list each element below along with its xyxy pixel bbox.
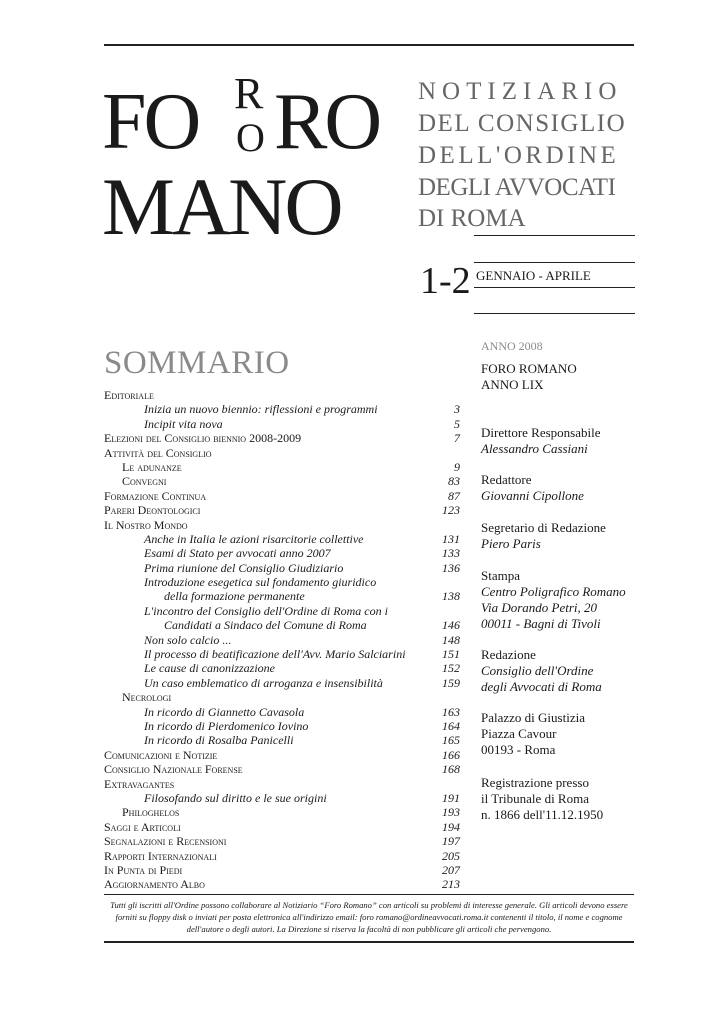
toc-entry bbox=[104, 834, 460, 848]
issue-period: GENNAIO - APRILE bbox=[476, 268, 591, 283]
issue-rule-4 bbox=[474, 313, 635, 314]
toc-entry-title: Pareri Deontologici bbox=[104, 503, 201, 518]
table-of-contents bbox=[104, 388, 460, 892]
colophon-direttore bbox=[481, 425, 661, 457]
toc-entry-page: 193 bbox=[442, 805, 460, 820]
toc-entry bbox=[104, 503, 460, 517]
toc-entry-page: 9 bbox=[454, 459, 460, 474]
toc-entry bbox=[104, 633, 460, 647]
toc-entry-page: 168 bbox=[442, 762, 460, 777]
toc-entry-title: Il Nostro Mondo bbox=[104, 517, 188, 532]
tagline-line-1: NOTIZIARIO bbox=[418, 78, 623, 105]
toc-entry bbox=[104, 532, 460, 546]
redazione-line-2: degli Avvocati di Roma bbox=[481, 679, 602, 694]
toc-entry bbox=[104, 849, 460, 863]
toc-entry bbox=[104, 690, 460, 704]
footer-note: Tutti gli iscritti all'Ordine possono collaborare al Notiziario “Foro Romano” con articoli su problemi di interesse generale. Gli articoli devono essere forniti su floppy disk o inviati per posta elettronica all'indirizzo email: foro romano@ordineavvocati.roma.it contenenti il titolo, il nome e cognome dell'autore o degli autori. La Direzione si riserva la facoltà di non pubblicare gli articoli che pervengono. bbox=[110, 900, 628, 934]
toc-entry-title: Consiglio Nazionale Forense bbox=[104, 762, 243, 777]
toc-entry-page: 164 bbox=[442, 718, 460, 733]
direttore-name: Alessandro Cassiani bbox=[481, 441, 588, 456]
issue-rule-3 bbox=[474, 287, 635, 288]
toc-entry-title: In ricordo di Pierdomenico Iovino bbox=[144, 718, 309, 733]
toc-entry-page: 133 bbox=[442, 546, 460, 561]
toc-entry bbox=[104, 417, 460, 431]
toc-entry-title: Saggi e Articoli bbox=[104, 819, 181, 834]
tagline-line-2: DEL CONSIGLIO bbox=[418, 110, 627, 137]
toc-entry bbox=[104, 748, 460, 762]
toc-entry-title: Philoghelos bbox=[122, 805, 180, 820]
toc-entry bbox=[104, 791, 460, 805]
toc-entry-title: Filosofando sul diritto e le sue origini bbox=[144, 790, 327, 805]
toc-entry bbox=[104, 460, 460, 474]
toc-entry-page: 197 bbox=[442, 834, 460, 849]
toc-entry bbox=[104, 431, 460, 445]
toc-entry-title: Anche in Italia le azioni risarcitorie collettive bbox=[144, 531, 364, 546]
toc-entry-page: 148 bbox=[442, 632, 460, 647]
colophon-redattore bbox=[481, 472, 661, 504]
toc-entry-title: Extravagantes bbox=[104, 776, 175, 791]
toc-entry-page: 152 bbox=[442, 661, 460, 676]
toc-entry-page: 136 bbox=[442, 560, 460, 575]
stampa-line-3: 00011 - Bagni di Tivoli bbox=[481, 616, 601, 631]
toc-entry-page: 7 bbox=[454, 431, 460, 446]
toc-entry-title: Convegni bbox=[122, 474, 167, 489]
toc-entry bbox=[104, 618, 460, 632]
logo-mano: MANO bbox=[102, 161, 341, 252]
toc-entry bbox=[104, 777, 460, 791]
toc-entry-page: 159 bbox=[442, 675, 460, 690]
toc-entry bbox=[104, 489, 460, 503]
registrazione-line-2: il Tribunale di Roma bbox=[481, 791, 589, 806]
toc-entry-page: 191 bbox=[442, 790, 460, 805]
toc-entry bbox=[104, 805, 460, 819]
toc-entry bbox=[104, 647, 460, 661]
colophon-registrazione bbox=[481, 775, 661, 823]
toc-entry-page: 213 bbox=[442, 877, 460, 892]
colophon-segretario bbox=[481, 520, 661, 552]
logo-r: R bbox=[234, 69, 264, 118]
toc-entry-title: Rapporti Internazionali bbox=[104, 848, 217, 863]
footer-rule-top bbox=[104, 894, 634, 895]
toc-entry-title: Il processo di beatificazione dell'Avv. Mario Salciarini bbox=[144, 647, 406, 662]
address-line-1: Palazzo di Giustizia bbox=[481, 710, 585, 725]
segretario-label: Segretario di Redazione bbox=[481, 520, 606, 535]
toc-entry-page: 207 bbox=[442, 862, 460, 877]
toc-entry-title: Formazione Continua bbox=[104, 488, 207, 503]
toc-entry-title: Attività del Consiglio bbox=[104, 445, 212, 460]
toc-entry-title: In Punta di Piedi bbox=[104, 862, 183, 877]
redazione-line-1: Consiglio dell'Ordine bbox=[481, 663, 594, 678]
toc-entry-title: Candidati a Sindaco del Comune di Roma bbox=[164, 618, 367, 633]
toc-entry-page: 165 bbox=[442, 733, 460, 748]
toc-entry-title: Le adunanze bbox=[122, 459, 182, 474]
toc-entry bbox=[104, 877, 460, 891]
toc-entry bbox=[104, 518, 460, 532]
toc-entry-title: Incipit vita nova bbox=[144, 416, 223, 431]
toc-entry-page: 166 bbox=[442, 747, 460, 762]
toc-entry bbox=[104, 589, 460, 603]
footer-rule-bottom bbox=[104, 941, 634, 943]
toc-entry-page: 123 bbox=[442, 503, 460, 518]
tagline-line-4: DEGLI AVVOCATI bbox=[418, 174, 616, 201]
toc-entry bbox=[104, 604, 460, 618]
issue-number: 1-2 bbox=[420, 260, 471, 302]
colophon-redazione bbox=[481, 647, 661, 695]
segretario-name: Piero Paris bbox=[481, 536, 541, 551]
toc-entry bbox=[104, 446, 460, 460]
stampa-label: Stampa bbox=[481, 568, 520, 583]
toc-entry-title: della formazione permanente bbox=[164, 589, 305, 604]
toc-entry-title: Elezioni del Consiglio biennio 2008-2009 bbox=[104, 431, 302, 446]
toc-entry-title: Non solo calcio ... bbox=[144, 632, 232, 647]
anno: ANNO 2008 bbox=[481, 339, 543, 353]
toc-entry bbox=[104, 705, 460, 719]
toc-entry bbox=[104, 762, 460, 776]
sommario-title: SOMMARIO bbox=[104, 345, 290, 381]
stampa-line-2: Via Dorando Petri, 20 bbox=[481, 600, 598, 615]
address-line-2: Piazza Cavour bbox=[481, 726, 557, 741]
toc-entry-page: 151 bbox=[442, 647, 460, 662]
toc-entry-title: Esami di Stato per avvocati anno 2007 bbox=[144, 546, 331, 561]
logo-fo: FO bbox=[102, 78, 199, 166]
toc-entry-title: Introduzione esegetica sul fondamento giuridico bbox=[144, 575, 377, 590]
tagline-line-3: DELL'ORDINE bbox=[418, 142, 620, 169]
toc-entry-page: 163 bbox=[442, 704, 460, 719]
logo-o: O bbox=[236, 115, 265, 160]
toc-entry-page: 87 bbox=[448, 488, 460, 503]
toc-entry-page: 83 bbox=[448, 474, 460, 489]
toc-entry bbox=[104, 863, 460, 877]
redattore-name: Giovanni Cipollone bbox=[481, 488, 584, 503]
address-line-3: 00193 - Roma bbox=[481, 742, 556, 757]
top-rule bbox=[104, 44, 634, 46]
toc-entry bbox=[104, 575, 460, 589]
toc-entry-page: 194 bbox=[442, 819, 460, 834]
stampa-line-1: Centro Poligrafico Romano bbox=[481, 584, 626, 599]
toc-entry bbox=[104, 474, 460, 488]
colophon-stampa bbox=[481, 568, 661, 632]
toc-entry bbox=[104, 561, 460, 575]
toc-entry bbox=[104, 661, 460, 675]
registrazione-line-3: n. 1866 dell'11.12.1950 bbox=[481, 807, 604, 822]
pub-line-2: ANNO LIX bbox=[481, 377, 544, 392]
toc-entry bbox=[104, 546, 460, 560]
colophon-pub bbox=[481, 361, 661, 393]
registrazione-line-1: Registrazione presso bbox=[481, 775, 589, 790]
toc-entry-title: Necrologi bbox=[122, 690, 172, 705]
toc-entry-title: Segnalazioni e Recensioni bbox=[104, 834, 227, 849]
pub-line-1: FORO ROMANO bbox=[481, 361, 577, 376]
logo-ro: RO bbox=[274, 78, 380, 166]
toc-entry bbox=[104, 719, 460, 733]
toc-entry-title: Le cause di canonizzazione bbox=[144, 661, 275, 676]
tagline-line-5: DI ROMA bbox=[418, 205, 526, 232]
redattore-label: Redattore bbox=[481, 472, 532, 487]
toc-entry-page: 3 bbox=[454, 402, 460, 417]
toc-entry-page: 205 bbox=[442, 848, 460, 863]
toc-entry-title: L'incontro del Consiglio dell'Ordine di Roma con i bbox=[144, 603, 388, 618]
toc-entry-title: Un caso emblematico di arroganza e insensibilità bbox=[144, 675, 383, 690]
toc-entry bbox=[104, 733, 460, 747]
toc-entry-title: Comunicazioni e Notizie bbox=[104, 747, 218, 762]
colophon-address bbox=[481, 710, 661, 758]
toc-entry bbox=[104, 402, 460, 416]
redazione-label: Redazione bbox=[481, 647, 536, 662]
toc-entry-page: 146 bbox=[442, 618, 460, 633]
toc-entry-title: In ricordo di Giannetto Cavasola bbox=[144, 704, 305, 719]
toc-entry-title: Aggiornamento Albo bbox=[104, 877, 205, 892]
issue-rule-2 bbox=[474, 262, 635, 263]
toc-entry-title: Inizia un nuovo biennio: riflessioni e programmi bbox=[144, 402, 378, 417]
toc-entry-title: Prima riunione del Consiglio Giudiziario bbox=[144, 560, 344, 575]
toc-entry-page: 138 bbox=[442, 589, 460, 604]
toc-entry-title: In ricordo di Rosalba Panicelli bbox=[144, 733, 294, 748]
toc-entry bbox=[104, 388, 460, 402]
issue-rule-1 bbox=[474, 235, 635, 236]
toc-entry-title: Editoriale bbox=[104, 388, 154, 402]
direttore-label: Direttore Responsabile bbox=[481, 425, 601, 440]
toc-entry-page: 131 bbox=[442, 531, 460, 546]
toc-entry bbox=[104, 820, 460, 834]
toc-entry bbox=[104, 676, 460, 690]
toc-entry-page: 5 bbox=[454, 416, 460, 431]
